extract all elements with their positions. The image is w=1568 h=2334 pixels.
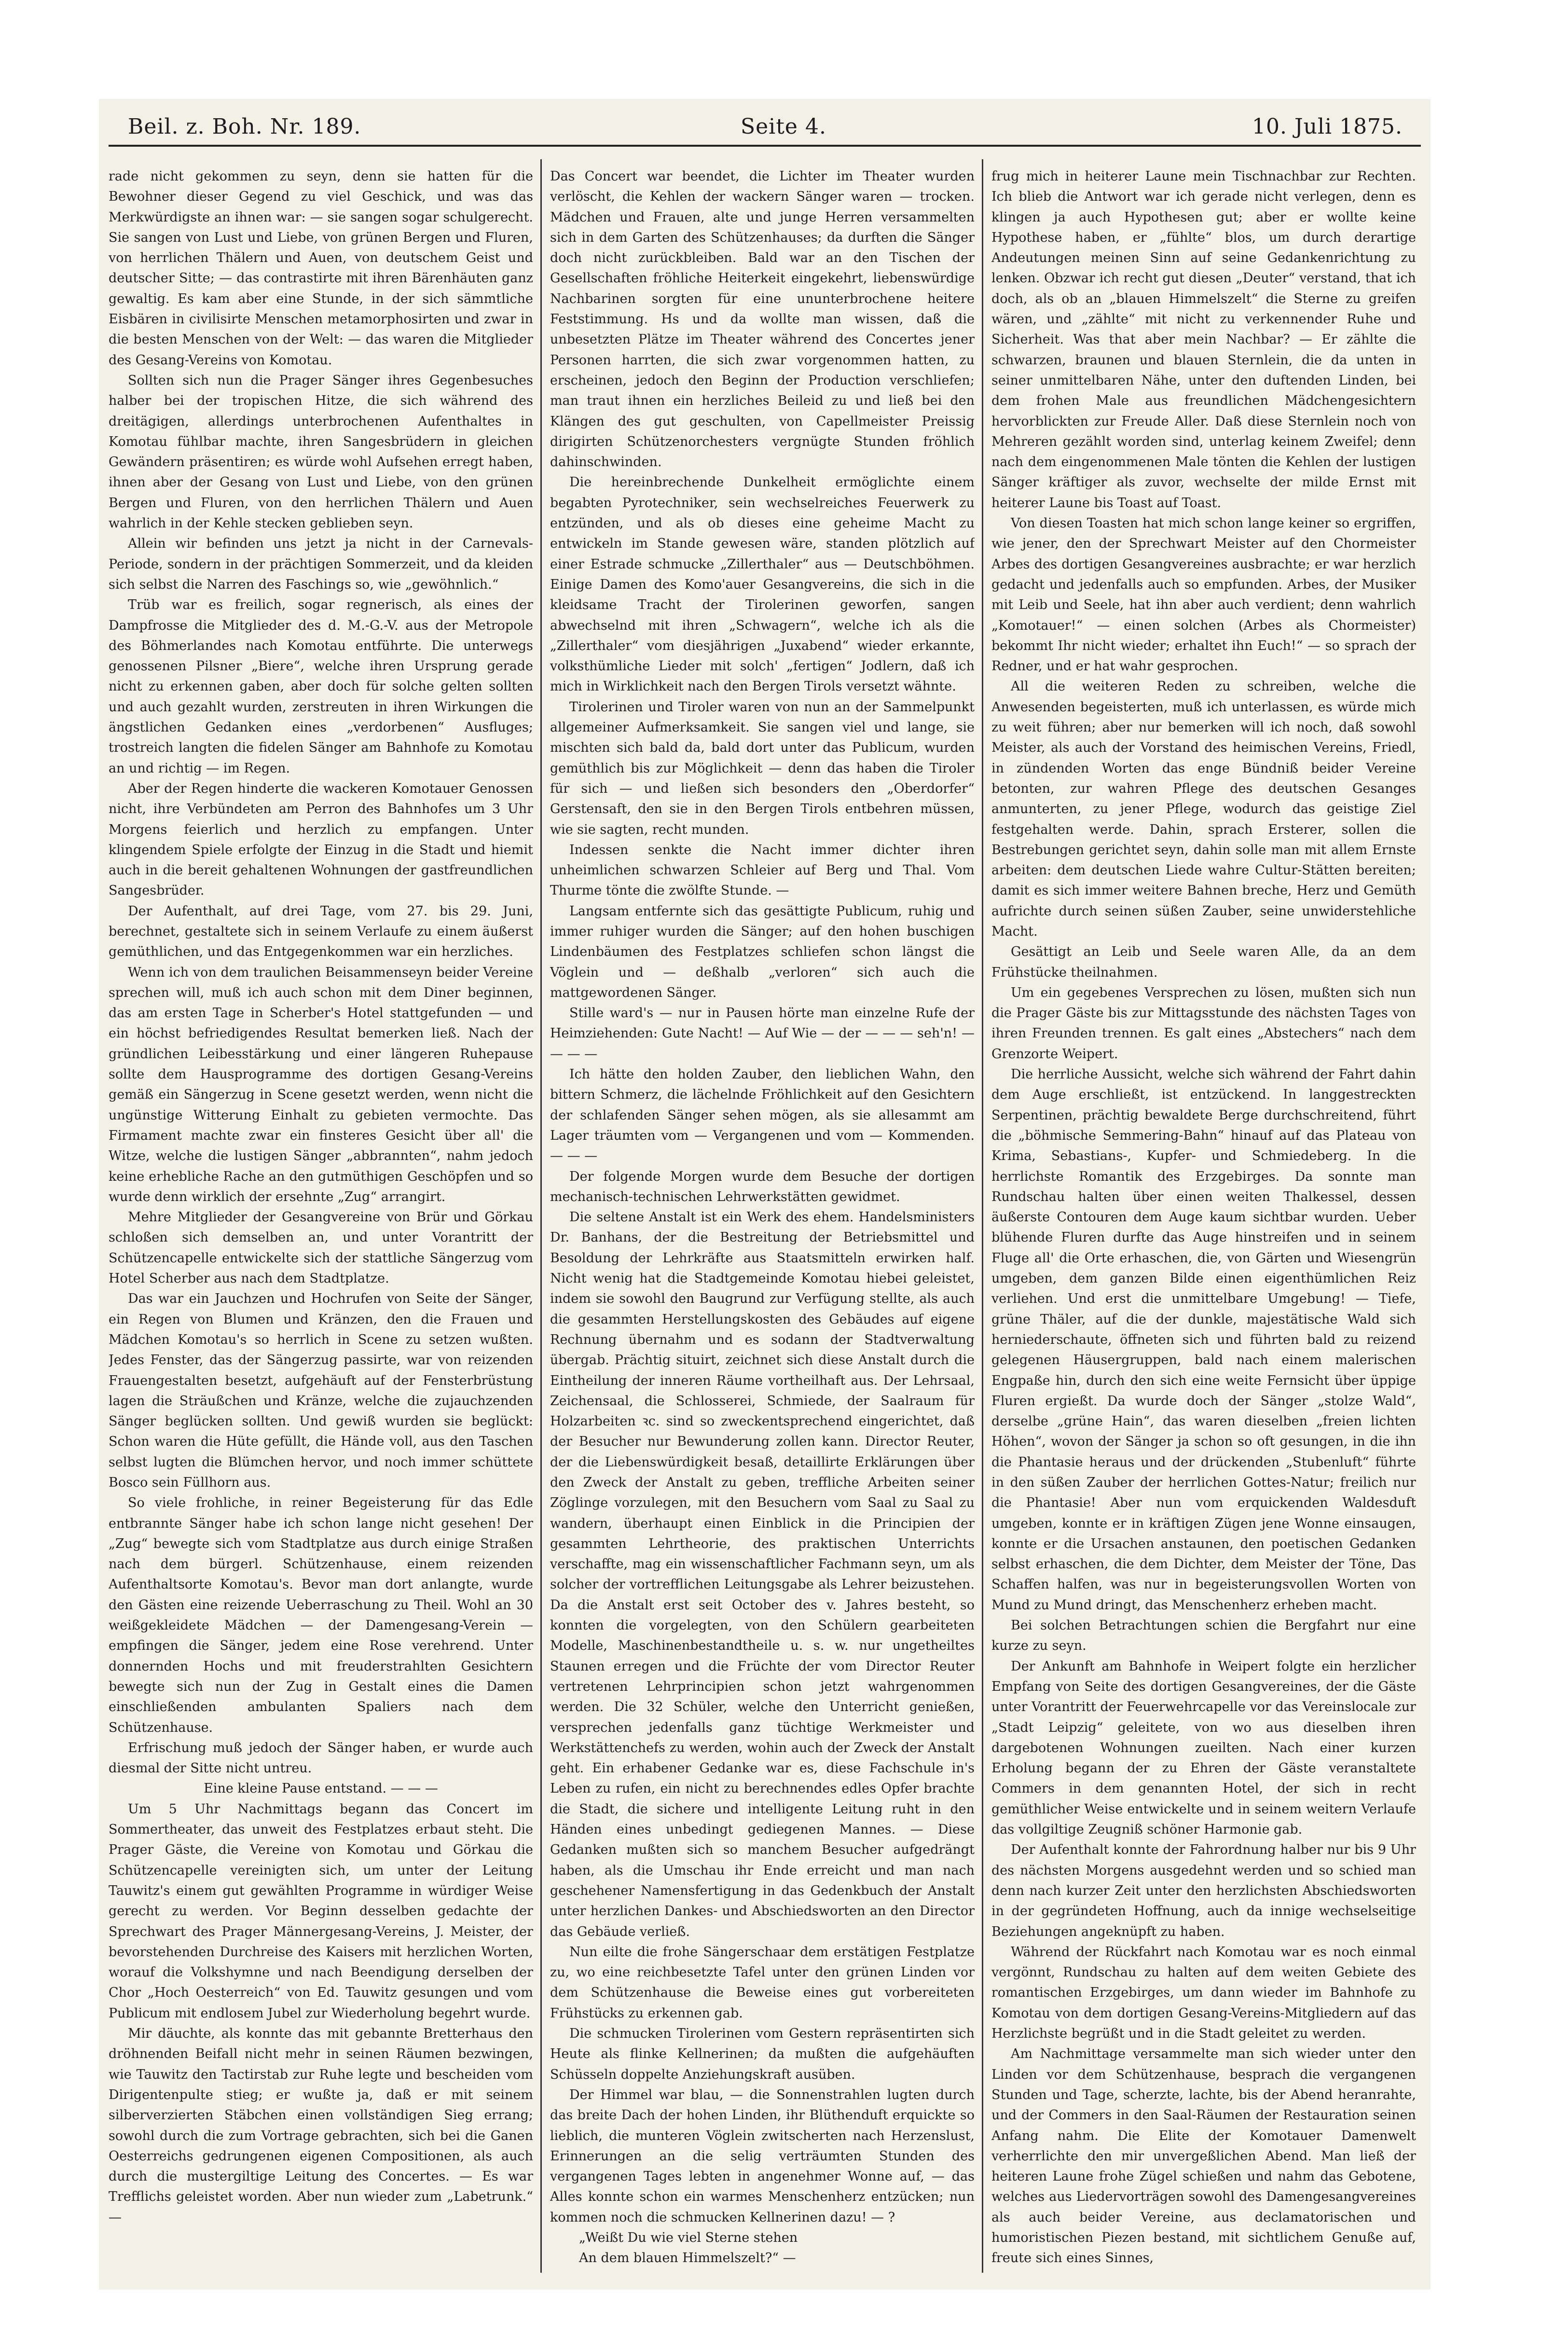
paragraph: Der Aufenthalt, auf drei Tage, vom 27. bis 29. Juni, berechnet, gestaltete sich in seinem Verlaufe zu einem äußerst gemüthlichen, und das Entgegenkommen war ein herzliches. [109,903,533,960]
paragraph: Langsam entfernte sich das gesättigte Publicum, ruhig und immer ruhiger wurden die Sänger; auf den hohen buschigen Lindenbäumen des Festplatzes schliefen schon längst die Vöglein und — deßhalb „verloren“ sich auch die mattgewordenen Sänger. [550,903,975,1000]
paragraph: Die schmucken Tirolerinen vom Gestern repräsentirten sich Heute als flinke Kellnerinen; da mußten die aufgehäuften Schüsseln doppelte Anziehungskraft ausüben. [550,2026,975,2082]
paragraph: Allein wir befinden uns jetzt ja nicht in der Carnevals-Periode, sondern in der prächtigen Sommerzeit, und da kleiden sich selbst die Narren des Faschings so, wie „gewöhnlich.“ [109,536,533,592]
paragraph: Trüb war es freilich, sogar regnerisch, als eines der Dampfrosse die Mitglieder des d. M.-G.-V. aus der Metropole des Böhmerlandes nach Komotau entführte. Die unterwegs genossenen Pilsner „Biere“, welche ihren Ursprung gerade nicht zu erkennen gaben, aber doch für solche gelten sollten und auch gezahlt wurden, zerstreuten in ihren Wirkungen die ängstlichen Gedanken eines „verdorbenen“ Ausfluges; trostreich langten die fidelen Sänger am Bahnhofe zu Komotau an und richtig — im Regen. [109,597,533,776]
paragraph: Der folgende Morgen wurde dem Besuche der dortigen mechanisch-technischen Lehrwerkstätten gewidmet. [550,1169,975,1204]
paragraph: Die herrliche Aussicht, welche sich während der Fahrt dahin dem Auge erschließt, ist entzückend. In langgestreckten Serpentinen, prächtig bewaldete Berge durchschreitend, führt die „böhmische Semmering-Bahn“ hinauf auf das Plateau von Krima, Sebastians-, Kupfer- und Schmiedeberg. In die herrlichste Romantik des Erzgebirges. Da sonnte man Rundschau halten über einen weiten Thalkessel, dessen äußerste Contouren dem Auge kaum sichtbar wurden. Ueber blühende Fluren durfte das Auge hinstreifen und in seinem Fluge all' die Orte erhaschen, die, von Gärten und Wiesengrün umgeben, dem ganzen Bilde einen eigenthümlichen Reiz verliehen. Und erst die unmittelbare Umgebung! — Tiefe, grüne Thäler, auf die der dunkle, majestätische Wald sich herniederschaute, öffneten sich und führten bald zu reizend gelegenen Häusergruppen, bald nach einem malerischen Engpaße hin, durch den sich eine weite Fernsicht über üppige Fluren ergießt. Da wurde doch der Sänger „stolze Wald“, derselbe „grüne Hain“, das waren dieselben „freien lichten Höhen“, wovon der Sänger ja schon so oft gesungen, in die ihn die Phantasie heraus und der drückenden „Stubenluft“ führte in den süßen Zauber der herrlichen Gottes-Natur; freilich nur die Phantasie! Aber nun vom erquickenden Waldesduft umgeben, konnte er in kräftigen Zügen jene Wonne einsaugen, konnte er die Ursachen anstaunen, den poetischen Gedanken selbst erhaschen, die dem Dichter, dem Meister der Töne, Das Schaffen halfen, was nur in begeisterungsvollen Worten von Mund zu Mund dringt, das Menschenherz erheben macht. [991,1067,1416,1613]
newspaper-page [99,99,1430,2290]
paragraph: Nun eilte die frohe Sängerschaar dem erstätigen Festplatze zu, wo eine reichbesetzte Tafel unter den grünen Linden vor dem Schützenhause die Beweise eines gut vorbereiteten Frühstücks zu erkennen gab. [550,1944,975,2021]
text-column-1 [109,166,533,2265]
paragraph: Um 5 Uhr Nachmittags begann das Concert im Sommertheater, das unweit des Festplatzes erbaut steht. Die Prager Gäste, die Vereine von Komotau und Görkau die Schützencapelle vereinigten sich, um unter der Leitung Tauwitz's einem gut gewählten Programme in würdiger Weise gerecht zu werden. Vor Beginn desselben gedachte der Sprechwart des Prager Männergesang-Vereins, J. Meister, der bevorstehenden Durchreise des Kaisers mit herzlichen Worten, worauf die Volkshymne und nach Beendigung derselben der Chor „Hoch Oesterreich“ von Ed. Tauwitz gesungen und vom Publicum mit endlosem Jubel zur Wiederholung begehrt wurde. [109,1801,533,2021]
paragraph: Indessen senkte die Nacht immer dichter ihren unheimlichen schwarzen Schleier auf Berg und Thal. Vom Thurme tönte die zwölfte Stunde. — [550,842,975,898]
paragraph: rade nicht gekommen zu seyn, denn sie hatten für die Bewohner dieser Gegend zu viel Geschick, und was das Merkwürdigste an ihnen war: — sie sangen sogar schulgerecht. Sie sangen von Lust und Liebe, von grünen Bergen und Fluren, von herrlichen Thälern und Auen, von deutschem Geist und deutscher Sitte; — das contrastirte mit ihren Bärenhäuten ganz gewaltig. Es kam aber eine Stunde, in der sich sämmtliche Eisbären in civilisirte Menschen metamorphosirten und zwar in die besten Menschen von der Welt: — das waren die Mitglieder des Gesang-Vereins von Komotau. [109,169,533,368]
scan-margin [1498,0,1568,2334]
paragraph: Der Aufenthalt konnte der Fahrordnung halber nur bis 9 Uhr des nächsten Morgens ausgedehnt werden und so schied man denn nach kurzer Zeit unter den herzlichsten Abschiedsworten in der gegründeten Hoffnung, auch da innige wechselseitige Beziehungen angeknüpft zu haben. [991,1842,1416,1939]
paragraph: Um ein gegebenes Versprechen zu lösen, mußten sich nun die Prager Gäste bis zur Mittagsstunde des nächsten Tages von ihren Freunden trennen. Es galt eines „Abstechers“ nach dem Grenzorte Weipert. [991,985,1416,1062]
paragraph: Der Ankunft am Bahnhofe in Weipert folgte ein herzlicher Empfang von Seite des dortigen Gesangvereines, der die Gäste unter Vorantritt der Feuerwehrcapelle vor das Vereinslocale zur „Stadt Leipzig“ geleitete, von wo aus dieselben ihren dargebotenen Wohnungen zueilten. Nach einer kurzen Erholung begann der zu Ehren der Gäste veranstaltete Commers in dem genannten Hotel, der sich in recht gemüthlicher Weise entwickelte und in seinem weitern Verlaufe das vollgiltige Zeugniß schöner Harmonie gab. [991,1658,1416,1837]
paragraph: Sollten sich nun die Prager Sänger ihres Gegenbesuches halber bei der tropischen Hitze, die sich während des dreitägigen, allerdings unterbrochenen Aufenthaltes in Komotau fühlbar machte, ihren Sangesbrüdern in gleichen Gewändern präsentiren; es würde wohl Aufsehen erregt haben, ihnen aber der Gesang von Lust und Liebe, von den grünen Bergen und Fluren, von den herrlichen Thälern und Auen wahrlich in der Kehle stecken geblieben seyn. [109,373,533,531]
paragraph: Das Concert war beendet, die Lichter im Theater wurden verlöscht, die Kehlen der wackern Sänger waren — trocken. Mädchen und Frauen, alte und junge Herren versammelten sich in dem Garten des Schützenhauses; da durften die Sänger doch nicht zurückbleiben. Bald war an den Tischen der Gesellschaften fröhliche Heiterkeit eingekehrt, liebenswürdige Nachbarinen sorgten für eine ununterbrochene heitere Feststimmung. Hs und da wollte man wissen, daß die unbesetzten Plätze im Theater während des Concertes jener Personen harrten, die sich zwar vorgenommen hatten, zu erscheinen, jedoch den Beginn der Production verschliefen; man traut ihnen ein herzliches Beileid zu und ließ bei den Klängen des gut geschulten, von Capellmeister Preissig dirigirten Schützenorchesters vergnügte Stunden fröhlich dahinschwinden. [550,169,975,470]
paragraph: Die hereinbrechende Dunkelheit ermöglichte einem begabten Pyrotechniker, sein wechselreiches Feuerwerk zu entzünden, und als ob dieses eine geheime Macht zu entwickeln im Stande gewesen wäre, standen plötzlich auf einer Estrade schmucke „Zillerthaler“ aus — Deutschböhmen. Einige Damen des Komo'auer Gesangvereins, die sich in die kleidsame Tracht der Tirolerinen geworfen, sangen abwechselnd mit ihren „Schwagern“, welche ich als die „Zillerthaler“ vom diesjährigen „Juxabend“ wieder erkannte, volksthümliche Lieder mit solch' „fertigen“ Jodlern, daß ich mich in Wirklichkeit nach den Bergen Tirols versetzt wähnte. [550,475,975,694]
paragraph: Tirolerinen und Tiroler waren von nun an der Sammelpunkt allgemeiner Aufmerksamkeit. Sie sangen viel und lange, sie mischten sich bald da, bald dort unter das Publicum, wurden gemüthlich bis zur Möglichkeit — denn das haben die Tiroler für sich — und ließen sich besonders den „Oberdorfer“ Gerstensaft, den sie in den Bergen Tirols entbehren müssen, wie sie sagten, recht munden. [550,699,975,837]
column-divider-1 [540,159,542,2273]
paragraph: Aber der Regen hinderte die wackeren Komotauer Genossen nicht, ihre Verbündeten am Perron des Bahnhofes um 3 Uhr Morgens feierlich und herzlich zu empfangen. Unter klingendem Spiele erfolgte der Einzug in die Stadt und hiemit auch in die bereit gehaltenen Wohnungen der gastfreundlichen Sangesbrüder. [109,781,533,898]
paragraph: „Weißt Du wie viel Sterne stehen [579,2230,798,2245]
paragraph: Eine kleine Pause entstand. — — — [204,1781,438,1796]
paragraph: Der Himmel war blau, — die Sonnenstrahlen lugten durch das breite Dach der hohen Linden, ihr Blüthenduft erquickte so lieblich, die munteren Vöglein zwitscherten nach Herzenslust, Erinnerungen an die selig verträumten Stunden des vergangenen Tages lebten in angenehmer Wonne auf, — das Alles konnte schon ein warmes Menschenherz entzücken; nun kommen noch die schmucken Kellnerinen dazu! — ? [550,2087,975,2225]
paragraph: An dem blauen Himmelszelt?“ — [579,2251,796,2265]
paragraph: Die seltene Anstalt ist ein Werk des ehem. Handelsministers Dr. Banhans, der die Bestreitung der Betriebsmittel und Besoldung der Lehrkräfte aus Staatsmitteln erwirken half. Nicht wenig hat die Stadtgemeinde Komotau hiebei geleistet, indem sie sowohl den Baugrund zur Verfügung stellte, als auch die gesammten Herstellungskosten des Gebäudes auf eigene Rechnung übernahm und es sodann der Stadtverwaltung übergab. Prächtig situirt, zeichnet sich diese Anstalt durch die Eintheilung der inneren Räume vortheilhaft aus. Der Lehrsaal, Zeichensaal, die Schlosserei, Schmiede, der Saalraum für Holzarbeiten ꝛc. sind so zweckentsprechend eingerichtet, daß der Besucher nur Bewunderung zollen kann. Director Reuter, der die Liebenswürdigkeit besaß, detaillirte Erklärungen über den Zweck der Anstalt zu geben, treffliche Arbeiten seiner Zöglinge vorzulegen, mit den Besuchern vom Saal zu Saal zu wandern, überhaupt einen Einblick in die Principien der gesammten Lehrtheorie, des praktischen Unterrichts verschaffte, mag ein wissenschaftlicher Fachmann seyn, um als solcher der vortrefflichen Leitungsgabe als Lehrer beizustehen. Da die Anstalt erst seit October des v. Jahres besteht, so konnten die vorgelegten, von den Schülern gearbeiteten Modelle, Maschinenbestandtheile u. s. w. nur ungetheiltes Staunen erregen und die Früchte der vom Director Reuter vertretenen Lehrprincipien schon jetzt wahrgenommen werden. Die 32 Schüler, welche den Unterricht genießen, versprechen jedenfalls ganz tüchtige Werkmeister und Werkstättenchefs zu werden, wohin auch der Zweck der Anstalt geht. Ein erhabener Gedanke war es, diese Fachschule in's Leben zu rufen, ein nicht zu berechnendes edles Opfer brachte die Stadt, die sichere und intelligente Leitung ruht in den Händen eines unbedingt gediegenen Mannes. — Diese Gedanken mußten sich so manchem Besucher aufgedrängt haben, als die Umschau ihr Ende erreicht und man nach geschehener Namensfertigung in das Gedenkbuch der Anstalt unter herzlichen Dankes- und Abschiedsworten an den Director das Gebäude verließ. [550,1210,975,1939]
header-rule [109,145,1421,147]
page-number: Seite 4. [741,114,826,139]
paragraph: Mehre Mitglieder der Gesangvereine von Brür und Görkau schloßen sich demselben an, und unter Vorantritt der Schützencapelle entwickelte sich der stattliche Sängerzug vom Hotel Scherber aus nach dem Stadtplatze. [109,1210,533,1286]
paragraph: Stille ward's — nur in Pausen hörte man einzelne Rufe der Heimziehenden: Gute Nacht! — Auf Wie — der — — — seh'n! — — — — [550,1006,975,1062]
text-column-2 [550,166,975,2265]
paragraph: All die weiteren Reden zu schreiben, welche die Anwesenden begeisterten, muß ich unterlassen, es würde mich zu weit führen; aber nur bemerken will ich noch, daß sowohl Meister, als auch der Vorstand des heimischen Vereins, Friedl, in zündenden Worten das enge Bündniß beider Vereine betonten, zur wahren Pflege des deutschen Gesanges anmunterten, zu jener Pflege, wodurch das geistige Ziel festgehalten werde. Dahin, sprach Ersterer, sollen die Bestrebungen gerichtet seyn, dahin solle man mit allem Ernste arbeiten: dem deutschen Liede wahre Cultur-Stätten bereiten; damit es sich immer weitere Bahnen breche, Herz und Gemüth aufrichte durch seinen süßen Zauber, seine unwiderstehliche Macht. [991,679,1416,939]
paragraph: Gesättigt an Leib und Seele waren Alle, da an dem Frühstücke theilnahmen. [991,944,1416,980]
paragraph: Ich hätte den holden Zauber, den lieblichen Wahn, den bittern Schmerz, die lächelnde Fröhlichkeit auf den Gesichtern der schlafenden Sänger sehen mögen, als sie allesammt am Lager träumten vom — Vergangenen und vom — Kommenden. — — — [550,1067,975,1164]
paragraph: Am Nachmittage versammelte man sich wieder unter den Linden vor dem Schützenhause, besprach die vergangenen Stunden und Tage, scherzte, lachte, bis der Abend heranrahte, und der Commers in den Saal-Räumen der Restauration seinen Anfang nahm. Die Elite der Komotauer Damenwelt verherrlichte den mir unvergeßlichen Abend. Man ließ der heiteren Laune frohe Zügel schießen und nahm das Gebotene, welches aus Liedervorträgen sowohl des Damengesangvereines als auch beider Vereine, aus declamatorischen und humoristischen Piezen bestand, mit sichtlichem Genuße auf, freute sich eines Sinnes, [991,2046,1416,2265]
column-divider-2 [982,159,983,2273]
paragraph: So viele frohliche, in reiner Begeisterung für das Edle entbrannte Sänger habe ich schon lange nicht gesehen! Der „Zug“ bewegte sich vom Stadtplatze aus durch einige Straßen nach dem bürgerl. Schützenhause, einem reizenden Aufenthaltsorte Komotau's. Bevor man dort anlangte, wurde den Gästen eine reizende Ueberraschung zu Theil. Wohl an 30 weißgekleidete Mädchen — der Damengesang-Verein — empfingen die Sänger, jedem eine Rose verehrend. Unter donnernden Hochs und mit freuderstrahlten Gesichtern bewegte sich nun der Zug in Gestalt eines die Damen einschließenden ambulanten Spaliers nach dem Schützenhause. [109,1495,533,1735]
issue-date: 10. Juli 1875. [1252,114,1403,139]
text-column-3 [991,166,1416,2265]
paragraph: Bei solchen Betrachtungen schien die Bergfahrt nur eine kurze zu seyn. [991,1618,1416,1654]
paragraph: Während der Rückfahrt nach Komotau war es noch einmal vergönnt, Rundschau zu halten auf dem weiten Gebiete des romantischen Erzgebirges, um dann wieder im Bahnhofe zu Komotau von dem dortigen Gesang-Vereins-Mitgliedern auf das Herzlichste begrüßt und in die Stadt geleitet zu werden. [991,1944,1416,2042]
paragraph: Erfrischung muß jedoch der Sänger haben, er wurde auch diesmal der Sitte nicht untreu. [109,1740,533,1776]
paragraph: frug mich in heiterer Laune mein Tischnachbar zur Rechten. Ich blieb die Antwort war ich gerade nicht verlegen, denn es klingen ja auch Hypothesen gut; aber er wollte keine Hypothese haben, er „fühlte“ blos, um durch derartige Andeutungen meinen Sinn auf seine Gedankenrichtung zu lenken. Obzwar ich recht gut diesen „Deuter“ verstand, that ich doch, als ob an „blauen Himmelszelt“ die Sterne zu greifen wären, und „zählte“ mit nicht zu verkennender Ruhe und Sicherheit. Was that aber mein Nachbar? — Er zählte die schwarzen, braunen und blauen Sternlein, die da unten in seiner unmittelbaren Nähe, unter den duftenden Linden, bei dem frohen Male aus freundlichen Mädchengesichtern hervorblickten zur Freude Aller. Daß diese Sternlein noch von Mehreren gezählt worden sind, unterlag keinem Zweifel; denn nach dem eingenommenen Male tönten die Kehlen der lustigen Sänger kräftiger als zuvor, wechselte der milde Ernst mit heiterer Laune bis Toast auf Toast. [991,169,1416,511]
paragraph: Von diesen Toasten hat mich schon lange keiner so ergriffen, wie jener, den der Sprechwart Meister auf den Chormeister Arbes des dortigen Gesangvereines ausbrachte; er war herzlich gedacht und jedenfalls auch so empfunden. Arbes, der Musiker mit Leib und Seele, hat ihn aber auch verdient; denn wahrlich „Komotauer!“ — einen solchen (Arbes als Chormeister) bekommt Ihr nicht wieder; erhaltet ihn Euch!“ — so sprach der Redner, und er hat wahr gesprochen. [991,516,1416,674]
paragraph: Das war ein Jauchzen und Hochrufen von Seite der Sänger, ein Regen von Blumen und Kränzen, den die Frauen und Mädchen Komotau's so herrlich in Scene zu setzen wußten. Jedes Fenster, das der Sängerzug passirte, war von reizenden Frauengestalten besetzt, aufgehäuft auf der Fensterbrüstung lagen die Sträußchen und Kränze, welche die zujauchzenden Sänger beglücken sollten. Und gewiß wurden sie beglückt: Schon waren die Hüte gefüllt, die Hände voll, aus den Taschen selbst lugten die Blümchen hervor, und noch immer schüttete Bosco sein Füllhorn aus. [109,1291,533,1490]
page-header [99,109,1430,142]
supplement-number: Beil. z. Boh. Nr. 189. [128,114,361,139]
paragraph: Wenn ich von dem traulichen Beisammenseyn beider Vereine sprechen will, muß ich auch schon mit dem Diner beginnen, das am ersten Tage in Scherber's Hotel stattgefunden — und ein höchst befriedigendes Resultat bemerken ließ. Nach der gründlichen Leibesstärkung und einer längeren Ruhepause sollte dem Hausprogramme des dortigen Gesang-Vereins gemäß ein Sängerzug in Scene gesetzt werden, wenn nicht die ungünstige Witterung Einhalt zu gebieten vermochte. Das Firmament machte zwar ein finsteres Gesicht über all' die Witze, welche die lustigen Sänger „abbrannten“, nahm jedoch keine erhebliche Rache an den gutmüthigen Geschöpfen und so wurde denn wirklich der ersehnte „Zug“ arrangirt. [109,965,533,1204]
paragraph: Mir däuchte, als konnte das mit gebannte Bretterhaus den dröhnenden Beifall nicht mehr in seinen Räumen bezwingen, wie Tauwitz den Tactirstab zur Ruhe legte und bescheiden vom Dirigentenpulte stieg; er wußte ja, daß er mit seinem silberverzierten Stäbchen einen vollständigen Sieg errang; sowohl durch die zum Vortrage gebrachten, sich bei die Ganen Oesterreichs gedrungenen eigenen Compositionen, als auch durch die mustergiltige Leitung des Concertes. — Es war Trefflichs geleistet worden. Aber nun wieder zum „Labetrunk.“ — [109,2026,533,2225]
